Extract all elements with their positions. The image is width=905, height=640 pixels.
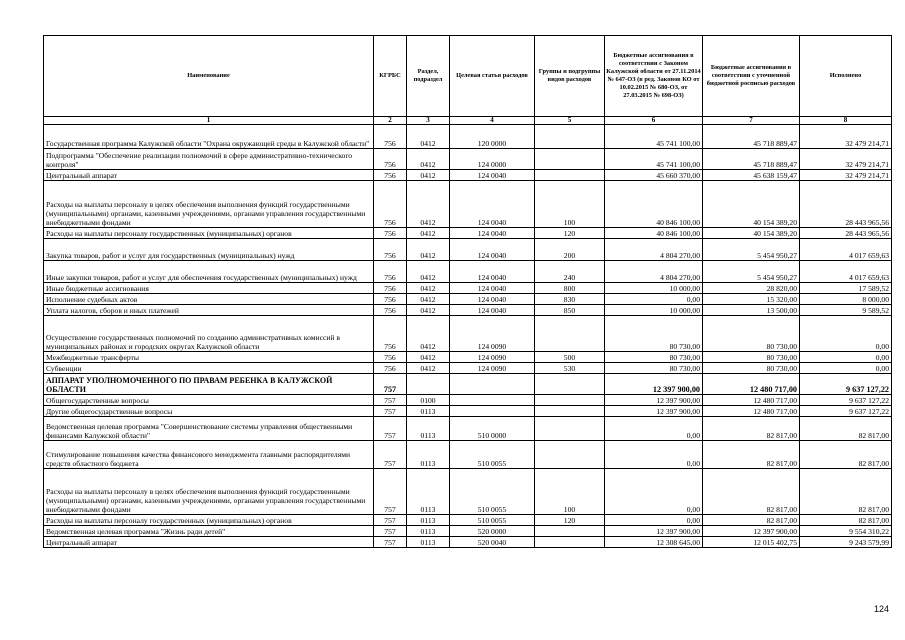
cell-group: 500: [535, 352, 605, 363]
cell-refined-amount: 80 730,00: [703, 316, 800, 352]
table-row: [44, 406, 892, 417]
cell-refined-amount: 12 480 717,00: [703, 395, 800, 406]
cell-group: [535, 316, 605, 352]
cell-kgrbs: 757: [374, 469, 407, 515]
cell-name: Исполнение судебных актов: [44, 294, 374, 305]
cell-law-amount: 0,00: [605, 417, 703, 441]
cell-refined-amount: 12 480 717,00: [703, 374, 800, 395]
table-row: [44, 374, 892, 395]
cell-section: 0412: [407, 239, 450, 261]
cell-article: 510 0055: [450, 469, 535, 515]
cell-name: Государственная программа Калужской области "Охрана окружающей среды в Калужской области": [44, 125, 374, 149]
cell-executed-amount: 9 637 127,22: [800, 395, 892, 406]
cell-executed-amount: 28 443 965,56: [800, 228, 892, 239]
cell-article: [450, 374, 535, 395]
cell-law-amount: 12 397 900,00: [605, 395, 703, 406]
cell-name: АППАРАТ УПОЛНОМОЧЕННОГО ПО ПРАВАМ РЕБЕНКА В КАЛУЖСКОЙ ОБЛАСТИ: [44, 374, 374, 395]
cell-section: 0113: [407, 537, 450, 548]
cell-law-amount: 12 397 900,00: [605, 526, 703, 537]
header-article: Целевая статья расходов: [450, 36, 535, 117]
cell-law-amount: 0,00: [605, 441, 703, 469]
table-row: [44, 537, 892, 548]
cell-article: 510 0055: [450, 515, 535, 526]
cell-group: [535, 149, 605, 170]
cell-executed-amount: 4 017 659,63: [800, 261, 892, 283]
cell-executed-amount: 32 479 214,71: [800, 170, 892, 181]
cell-kgrbs: 756: [374, 283, 407, 294]
header-row: [44, 36, 892, 117]
cell-name: Уплата налогов, сборов и иных платежей: [44, 305, 374, 316]
cell-refined-amount: 82 817,00: [703, 417, 800, 441]
cell-law-amount: 40 846 100,00: [605, 181, 703, 228]
cell-group: [535, 417, 605, 441]
cell-executed-amount: 0,00: [800, 363, 892, 374]
page-number: 124: [874, 604, 890, 614]
cell-group: [535, 537, 605, 548]
cell-group: [535, 125, 605, 149]
cell-kgrbs: 757: [374, 526, 407, 537]
cell-refined-amount: 5 454 950,27: [703, 239, 800, 261]
cell-group: 200: [535, 239, 605, 261]
cell-law-amount: 10 000,00: [605, 283, 703, 294]
column-number: 1: [44, 117, 374, 125]
cell-law-amount: 45 660 370,00: [605, 170, 703, 181]
cell-law-amount: 12 397 900,00: [605, 374, 703, 395]
cell-section: 0412: [407, 294, 450, 305]
table-row: [44, 261, 892, 283]
cell-section: 0412: [407, 149, 450, 170]
cell-group: 120: [535, 515, 605, 526]
cell-refined-amount: 12 480 717,00: [703, 406, 800, 417]
header-law: Бюджетные ассигнования в соответствии с Законом Калужской области от 27.11.2014 № 647-ОЗ (в ред. Законов КО от 10.02.2015 № 680-ОЗ, от 27.03.2015 № 698-ОЗ): [605, 36, 703, 117]
cell-refined-amount: 12 015 402,75: [703, 537, 800, 548]
header-refined: Бюджетные ассигнования в соответствии с уточненной бюджетной росписью расходов: [703, 36, 800, 117]
cell-article: 120 0000: [450, 125, 535, 149]
cell-group: [535, 441, 605, 469]
cell-article: 520 0040: [450, 537, 535, 548]
cell-article: [450, 395, 535, 406]
cell-name: Осуществление государственных полномочий по созданию административных комиссий в муниципальных районах и городских округах Калужской области: [44, 316, 374, 352]
cell-section: 0113: [407, 406, 450, 417]
cell-kgrbs: 756: [374, 305, 407, 316]
cell-refined-amount: 82 817,00: [703, 469, 800, 515]
cell-kgrbs: 757: [374, 374, 407, 395]
cell-name: Общегосударственные вопросы: [44, 395, 374, 406]
cell-executed-amount: 32 479 214,71: [800, 149, 892, 170]
cell-group: [535, 526, 605, 537]
cell-refined-amount: 80 730,00: [703, 352, 800, 363]
cell-kgrbs: 757: [374, 515, 407, 526]
cell-section: [407, 374, 450, 395]
cell-law-amount: 80 730,00: [605, 316, 703, 352]
cell-executed-amount: 82 817,00: [800, 441, 892, 469]
cell-article: 510 0000: [450, 417, 535, 441]
cell-name: Подпрограмма "Обеспечение реализации полномочий в сфере административно-технического контроля": [44, 149, 374, 170]
table-row: [44, 294, 892, 305]
table-row: [44, 417, 892, 441]
table-row: [44, 125, 892, 149]
cell-name: Межбюджетные трансферты: [44, 352, 374, 363]
cell-group: [535, 374, 605, 395]
table-row: [44, 469, 892, 515]
header-kgrbs: КГРБС: [374, 36, 407, 117]
table-row: [44, 228, 892, 239]
cell-article: 124 0000: [450, 149, 535, 170]
table-row: [44, 170, 892, 181]
cell-name: Расходы на выплаты персоналу государственных (муниципальных) органов: [44, 515, 374, 526]
cell-kgrbs: 756: [374, 125, 407, 149]
column-number: 8: [800, 117, 892, 125]
cell-law-amount: 4 804 270,00: [605, 261, 703, 283]
cell-executed-amount: 0,00: [800, 316, 892, 352]
cell-name: Ведомственная целевая программа "Жизнь ради детей": [44, 526, 374, 537]
cell-section: 0412: [407, 305, 450, 316]
cell-law-amount: 0,00: [605, 469, 703, 515]
cell-group: 530: [535, 363, 605, 374]
cell-law-amount: 40 846 100,00: [605, 228, 703, 239]
cell-name: Субвенции: [44, 363, 374, 374]
cell-group: 830: [535, 294, 605, 305]
header-executed: Исполнено: [800, 36, 892, 117]
column-number: 2: [374, 117, 407, 125]
cell-section: 0412: [407, 261, 450, 283]
column-number-row: [44, 117, 892, 125]
cell-kgrbs: 756: [374, 294, 407, 305]
cell-executed-amount: 82 817,00: [800, 417, 892, 441]
cell-article: 124 0040: [450, 239, 535, 261]
cell-law-amount: 80 730,00: [605, 352, 703, 363]
cell-refined-amount: 45 718 889,47: [703, 125, 800, 149]
table-row: [44, 149, 892, 170]
cell-executed-amount: 82 817,00: [800, 469, 892, 515]
cell-refined-amount: 15 320,00: [703, 294, 800, 305]
cell-section: 0412: [407, 363, 450, 374]
table-row: [44, 395, 892, 406]
cell-name: Расходы на выплаты персоналу в целях обеспечения выполнения функций государственными (муниципальными) органами, казенными учреждениями, органами управления государственными внебюджетными фондами: [44, 181, 374, 228]
cell-kgrbs: 757: [374, 417, 407, 441]
cell-kgrbs: 757: [374, 395, 407, 406]
cell-kgrbs: 756: [374, 363, 407, 374]
cell-section: 0113: [407, 469, 450, 515]
header-name: Наименование: [44, 36, 374, 117]
cell-article: 124 0090: [450, 352, 535, 363]
table-row: [44, 283, 892, 294]
table-row: [44, 441, 892, 469]
cell-article: 510 0055: [450, 441, 535, 469]
cell-kgrbs: 756: [374, 239, 407, 261]
cell-article: 124 0040: [450, 283, 535, 294]
cell-law-amount: 10 000,00: [605, 305, 703, 316]
cell-executed-amount: 0,00: [800, 352, 892, 363]
table-row: [44, 363, 892, 374]
cell-section: 0412: [407, 352, 450, 363]
cell-law-amount: 45 741 100,00: [605, 125, 703, 149]
cell-name: Закупка товаров, работ и услуг для государственных (муниципальных) нужд: [44, 239, 374, 261]
cell-executed-amount: 9 243 579,99: [800, 537, 892, 548]
column-number: 4: [450, 117, 535, 125]
cell-group: [535, 395, 605, 406]
cell-kgrbs: 756: [374, 228, 407, 239]
cell-section: 0412: [407, 125, 450, 149]
cell-section: 0412: [407, 316, 450, 352]
cell-name: Расходы на выплаты персоналу государственных (муниципальных) органов: [44, 228, 374, 239]
cell-article: 124 0040: [450, 261, 535, 283]
cell-name: Другие общегосударственные вопросы: [44, 406, 374, 417]
cell-group: 850: [535, 305, 605, 316]
cell-refined-amount: 5 454 950,27: [703, 261, 800, 283]
cell-section: 0412: [407, 228, 450, 239]
cell-executed-amount: 9 637 127,22: [800, 374, 892, 395]
cell-kgrbs: 756: [374, 149, 407, 170]
cell-law-amount: 80 730,00: [605, 363, 703, 374]
cell-name: Центральный аппарат: [44, 170, 374, 181]
cell-law-amount: 4 804 270,00: [605, 239, 703, 261]
cell-executed-amount: 9 554 310,22: [800, 526, 892, 537]
cell-section: 0412: [407, 283, 450, 294]
cell-refined-amount: 45 638 159,47: [703, 170, 800, 181]
cell-section: 0113: [407, 515, 450, 526]
cell-refined-amount: 28 820,00: [703, 283, 800, 294]
cell-executed-amount: 4 017 659,63: [800, 239, 892, 261]
cell-refined-amount: 40 154 389,20: [703, 228, 800, 239]
cell-refined-amount: 82 817,00: [703, 515, 800, 526]
cell-article: 520 0000: [450, 526, 535, 537]
cell-name: Расходы на выплаты персоналу в целях обеспечения выполнения функций государственными (муниципальными) органами, казенными учреждениями, органами управления государственными внебюджетными фондами: [44, 469, 374, 515]
cell-kgrbs: 757: [374, 441, 407, 469]
table-row: [44, 515, 892, 526]
cell-group: 100: [535, 181, 605, 228]
cell-article: 124 0040: [450, 294, 535, 305]
cell-section: 0412: [407, 170, 450, 181]
cell-law-amount: 12 397 900,00: [605, 406, 703, 417]
cell-group: [535, 170, 605, 181]
cell-law-amount: 45 741 100,00: [605, 149, 703, 170]
cell-article: 124 0090: [450, 363, 535, 374]
cell-name: Ведомственная целевая программа "Совершенствование системы управления общественными финансами Калужской области": [44, 417, 374, 441]
cell-group: 100: [535, 469, 605, 515]
table-row: [44, 305, 892, 316]
cell-kgrbs: 757: [374, 406, 407, 417]
cell-law-amount: 12 308 645,00: [605, 537, 703, 548]
column-number: 6: [605, 117, 703, 125]
table-row: [44, 239, 892, 261]
cell-name: Центральный аппарат: [44, 537, 374, 548]
table-row: [44, 316, 892, 352]
header-section: Раздел, подраздел: [407, 36, 450, 117]
column-number: 3: [407, 117, 450, 125]
column-number: 7: [703, 117, 800, 125]
cell-executed-amount: 28 443 965,56: [800, 181, 892, 228]
cell-executed-amount: 9 589,52: [800, 305, 892, 316]
cell-group: 240: [535, 261, 605, 283]
cell-section: 0100: [407, 395, 450, 406]
cell-refined-amount: 82 817,00: [703, 441, 800, 469]
cell-executed-amount: 8 000,00: [800, 294, 892, 305]
table-row: [44, 526, 892, 537]
cell-article: 124 0040: [450, 181, 535, 228]
cell-refined-amount: 13 500,00: [703, 305, 800, 316]
cell-article: 124 0090: [450, 316, 535, 352]
cell-kgrbs: 756: [374, 316, 407, 352]
cell-section: 0113: [407, 417, 450, 441]
cell-article: 124 0040: [450, 170, 535, 181]
header-groups: Группы и подгруппы видов расходов: [535, 36, 605, 117]
budget-table: [43, 35, 892, 548]
cell-section: 0113: [407, 441, 450, 469]
cell-executed-amount: 82 817,00: [800, 515, 892, 526]
cell-group: [535, 406, 605, 417]
cell-refined-amount: 12 397 900,00: [703, 526, 800, 537]
table-row: [44, 181, 892, 228]
cell-refined-amount: 45 718 889,47: [703, 149, 800, 170]
cell-section: 0412: [407, 181, 450, 228]
cell-kgrbs: 756: [374, 170, 407, 181]
cell-section: 0113: [407, 526, 450, 537]
table-body: [44, 125, 892, 548]
cell-name: Стимулирование повышения качества финансового менеджмента главными распорядителями средств областного бюджета: [44, 441, 374, 469]
cell-executed-amount: 17 589,52: [800, 283, 892, 294]
cell-law-amount: 0,00: [605, 515, 703, 526]
cell-refined-amount: 80 730,00: [703, 363, 800, 374]
cell-kgrbs: 756: [374, 261, 407, 283]
cell-name: Иные бюджетные ассигнования: [44, 283, 374, 294]
cell-executed-amount: 9 637 127,22: [800, 406, 892, 417]
cell-kgrbs: 756: [374, 181, 407, 228]
column-number: 5: [535, 117, 605, 125]
cell-kgrbs: 756: [374, 352, 407, 363]
cell-group: 120: [535, 228, 605, 239]
cell-law-amount: 0,00: [605, 294, 703, 305]
cell-article: [450, 406, 535, 417]
cell-kgrbs: 757: [374, 537, 407, 548]
cell-executed-amount: 32 479 214,71: [800, 125, 892, 149]
cell-article: 124 0040: [450, 228, 535, 239]
table-row: [44, 352, 892, 363]
cell-name: Иные закупки товаров, работ и услуг для обеспечения государственных (муниципальных) нужд: [44, 261, 374, 283]
cell-article: 124 0040: [450, 305, 535, 316]
cell-group: 800: [535, 283, 605, 294]
cell-refined-amount: 40 154 389,20: [703, 181, 800, 228]
